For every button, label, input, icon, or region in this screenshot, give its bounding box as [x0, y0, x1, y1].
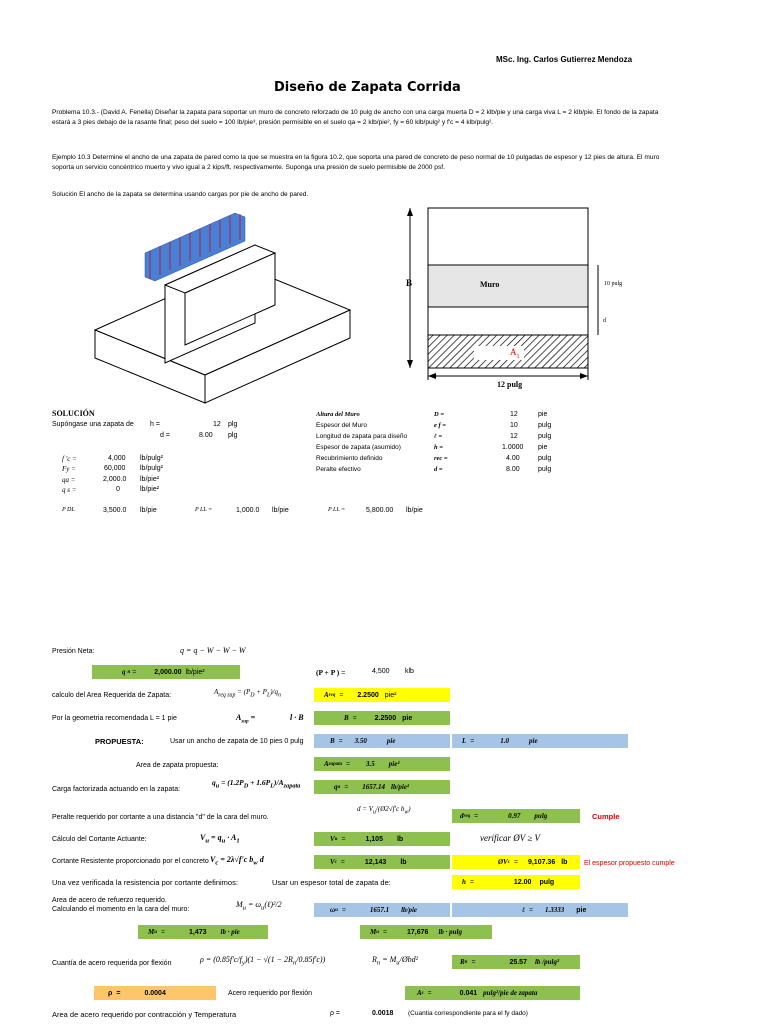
peralte-label: Peralte requerido por cortante a una distancia "d" de la cara del muro.: [52, 814, 269, 821]
fc-value: 4,000: [108, 455, 126, 462]
param-sym: e f =: [434, 422, 447, 429]
qs-value: 0: [116, 486, 120, 493]
l-box: ℓ = 1.3333 pie: [452, 903, 628, 917]
propuesta-text: Usar un ancho de zapata de 10 pies 0 pulg: [170, 738, 304, 745]
cumple-label: Cumple: [592, 812, 620, 821]
dreq-unit: pulg: [534, 812, 548, 820]
solucion-heading: SOLUCIÓN: [52, 409, 95, 418]
rho-formula: $\rho = (0.85f'c/f_y)(1 - √(1 - 2R_n/0.85f'c))$: [200, 955, 326, 967]
B-value: 2.2500: [374, 714, 397, 722]
param-value: 8.00: [506, 466, 520, 473]
Bp-box: B = 3.50 pie: [314, 734, 450, 748]
pdl-unit: lb/pie: [140, 507, 157, 514]
cortante-label: Cálculo del Cortante Actuante:: [52, 836, 147, 843]
qn-value: 2,000.00: [154, 668, 182, 676]
vc-formula: $V_c = 2\lambda√f'c$ $b_w$ d: [210, 855, 264, 867]
pd-pl-label: (P + P ) =: [316, 668, 346, 677]
fc-symbol: f 'c =: [62, 455, 77, 463]
l-value: 1.3333: [545, 906, 565, 914]
param-unit: pulg: [538, 422, 552, 429]
param-label: Longitud de zapata para diseño: [316, 433, 408, 440]
param-unit: pie: [538, 444, 548, 451]
Mu2-value: 17,676: [407, 928, 429, 936]
dreq-formula: $d = V_u/(Ø2√f'c$ $b_w$): [357, 805, 411, 816]
Mu2-unit: lb · pulg: [438, 928, 462, 936]
areq-value: 2.2500: [357, 691, 379, 699]
propuesta-label: PROPUESTA:: [95, 737, 144, 746]
param-label: Peralte efectivo: [316, 466, 361, 473]
param-value: 1.0000: [502, 444, 524, 451]
phiVc-value: 9,107.36: [527, 858, 556, 866]
param-unit: pulg: [538, 466, 552, 473]
qu-box: q u = 1657.14 lb/pie²: [314, 780, 450, 794]
pd-pl-unit: klb: [405, 668, 414, 675]
qs-unit: lb/pie²: [140, 486, 160, 493]
vu-formula: $V_u = q_u \cdot A_1$: [200, 833, 240, 845]
presion-neta-label: Presión Neta:: [52, 648, 95, 655]
qu-formula: $q_u = (1.2P_D + 1.6P_L)/A_{zapata}$: [212, 778, 301, 790]
Vu-box: V u = 1,105 lb: [314, 832, 450, 846]
muro-label: Muro: [480, 280, 500, 289]
Vu-unit: lb: [396, 835, 404, 843]
dreq-box: d req = 0.97 pulg: [452, 809, 580, 823]
d-unit: plg: [228, 432, 238, 439]
fc-unit: lb/pulg²: [140, 455, 163, 462]
footing-3d-figure: [90, 205, 360, 405]
example-statement: Ejemplo 10.3 Determine el ancho de una zapata de pared como la que se muestra en la figura 10.2, que soporta una pared de concreto de peso normal de 10 pulgadas de espesor y 12 pies de altura. El muro soporta un servicio concéntrico muerto y vivo igual a 2 kips/ft, respectivamente. Suponga una presión de suelo permisible de 2000 psf.: [52, 154, 660, 171]
pdl-symbol: P DL: [62, 507, 75, 513]
Mu1-value: 1,473: [189, 928, 207, 936]
espesor-cumple-label: El espesor propuesto cumple: [584, 860, 675, 867]
phiVc-unit: lb: [561, 858, 568, 866]
Ap-unit: pie²: [388, 760, 400, 768]
pd-pl-value: 4,500: [372, 668, 390, 675]
areq-formula: $A_{req zap} = (P_D + P_L)/q_n$: [214, 688, 281, 699]
Mu2-box: M u = 17,676 lb · pulg: [360, 925, 492, 939]
qa-symbol: qa =: [62, 476, 76, 484]
dim-10pulg-label: 10 pulg: [604, 281, 623, 287]
dreq-value: 0.97: [508, 812, 521, 820]
rn-formula: $R_n$ = $M_u$/Øbd²: [372, 955, 419, 967]
h-total-value: 12.00: [513, 878, 532, 886]
Lp-box: L = 1.0 pie: [452, 734, 628, 748]
Vc-unit: lb: [400, 858, 407, 866]
d-label: d =: [160, 432, 170, 439]
resist-label: Cortante Resistente proporcionado por el concreto: [52, 858, 209, 865]
Bp-value: 3.50: [354, 737, 367, 745]
h-label: h =: [150, 421, 160, 428]
param-sym: h =: [434, 444, 443, 451]
suponga-text: Supóngase una zapata de: [52, 421, 134, 428]
Vc-box: V c = 12,143 lb: [314, 855, 450, 869]
param-value: 12: [510, 411, 518, 418]
pt-unit: lb/pie: [406, 507, 423, 514]
carga-label: Carga factorizada actuando en la zapata:: [52, 786, 181, 793]
area-req-label: calculo del Area Requerida de Zapata:: [52, 692, 172, 699]
qn-unit: lb/pie²: [185, 668, 205, 676]
cuantia-label: Cuantía de acero requerida por flexión: [52, 960, 172, 967]
lb-symbol: l · B: [290, 713, 304, 722]
qs-symbol: q s =: [62, 486, 77, 494]
Rn-value: 25.57: [509, 958, 527, 966]
As-box: A s = 0.041 pulg²/pie de zapata: [405, 986, 580, 1000]
B-unit: pie: [402, 714, 413, 722]
param-label: Espesor de zapata (asumido): [316, 444, 401, 451]
asup-symbol: $A_{sup}$ =: [236, 713, 256, 725]
verif-label: Una vez verificada la resistencia por cortante definimos:: [52, 878, 238, 887]
h-value: 12: [213, 421, 221, 428]
rho-value: 0.0004: [144, 989, 166, 997]
param-unit: pulg: [538, 455, 552, 462]
Lp-value: 1.0: [500, 737, 510, 745]
area-a1-label: $A_1$: [510, 347, 520, 360]
rho-t-note: (Cuantia correspondiente para el fy dado): [408, 1010, 528, 1017]
qu-value: 1657.14: [362, 783, 386, 791]
h-box: h = 12.00 pulg: [452, 875, 580, 889]
param-sym: D =: [434, 411, 445, 418]
fy-symbol: Fy =: [62, 465, 76, 473]
rho-t-label: ρ =: [330, 1010, 341, 1017]
Rn-unit: lb /pulg²: [534, 958, 560, 966]
page-title: Diseño de Zapata Corrida: [274, 80, 461, 95]
Rn-box: R n = 25.57 lb /pulg²: [452, 955, 580, 969]
param-unit: pulg: [538, 433, 552, 440]
param-label: Recubrimiento definido: [316, 455, 383, 462]
Bp-unit: pie: [386, 737, 396, 745]
pt-symbol: P LL =: [328, 507, 346, 513]
l-unit: pie: [576, 906, 587, 914]
pll-unit: lb/pie: [272, 507, 289, 514]
param-unit: pie: [538, 411, 548, 418]
section-diagram: [398, 200, 638, 400]
mu-formula: $M_u$ = $\omega_u(\ell)^2/2$: [236, 900, 282, 912]
temp-label: Area de acero requerido por contracción y Temperatura: [52, 1010, 237, 1019]
qu-unit: lb/pie²: [391, 783, 410, 791]
h-unit: plg: [228, 421, 238, 428]
param-sym: rec =: [434, 455, 448, 462]
param-sym: ℓ =: [434, 433, 443, 440]
Ap-box: A zapata = 3.5 pie²: [314, 757, 450, 771]
problem-statement: Problema 10.3.- (David A. Fenella) Diseñar la zapata para soportar un muro de concreto reforzado de 10 pulg de ancho con una carga muerta D = 2 klb/pie y una carga viva L = 2 klb/pie. El fondo de la zapata estará a 3 pies debajo de la rasante final; peso del suelo = 100 lb/pie³, presión permisible en el suelo qa = 2 klb/pie², fy = 60 klb/pulg² y f'c = 4 klb/pulg².: [52, 109, 659, 126]
d-value: 8.00: [199, 432, 213, 439]
qa-unit: lb/pie²: [140, 476, 160, 483]
areq-unit: pie²: [384, 691, 397, 699]
verificar-text: verificar ØV ≥ V: [480, 833, 541, 843]
param-value: 10: [510, 422, 518, 429]
solution-intro: Solución El ancho de la zapata se determina usando cargas por pie de ancho de pared.: [52, 191, 309, 198]
As-unit: pulg²/pie de zapata: [483, 989, 538, 997]
geometry-label: Por la geometria recomendada L = 1 pie: [52, 715, 177, 722]
pll-symbol: P LL =: [195, 507, 213, 513]
Mu1-box: M u = 1,473 lb · pie: [138, 925, 268, 939]
As-value: 0.041: [459, 989, 478, 997]
wu-box: ω u = 1657.1 lb/pie: [314, 903, 450, 917]
wu-unit: lb/pie: [401, 906, 418, 914]
param-value: 12: [510, 433, 518, 440]
param-label: Altura del Muro: [316, 411, 360, 418]
Vu-value: 1,105: [365, 835, 383, 843]
areq-box: A req = 2.2500 pie²: [314, 688, 450, 702]
Mu1-unit: lb · pie: [220, 928, 240, 936]
acero-flex-label: Acero requerido por flexión: [228, 990, 313, 997]
B-box: B = 2.2500 pie: [314, 711, 450, 725]
author-name: MSc. Ing. Carlos Gutierrez Mendoza: [496, 55, 633, 64]
Vc-value: 12,143: [364, 858, 387, 866]
param-value: 4.00: [506, 455, 520, 462]
pll-value: 1,000.0: [236, 507, 260, 514]
acero-label-2: Calculando el momento en la cara del muro:: [52, 906, 190, 913]
Ap-value: 3.5: [366, 760, 375, 768]
param-label: Espesor del Muro: [316, 422, 367, 429]
presion-formula: q = q − W − W − W: [180, 646, 246, 655]
param-sym: d =: [434, 466, 443, 473]
pdl-value: 3,500.0: [103, 507, 127, 514]
qn-box: q n = 2,000.00 lb/pie²: [92, 665, 240, 679]
qa-value: 2,000.0: [103, 476, 127, 483]
rho-box: ρ = 0.0004: [94, 986, 216, 1000]
rho-t-value: 0.0018: [372, 1010, 394, 1017]
dim-B-label: B: [406, 278, 413, 288]
phiVc-box: ØV c = 9,107.36 lb: [452, 855, 580, 869]
pt-value: 5,800.00: [366, 507, 394, 514]
area-prop-label: Area de zapata propuesta:: [136, 762, 219, 769]
dim-12pulg-label: 12 pulg: [497, 380, 523, 389]
wu-value: 1657.1: [369, 906, 390, 914]
h-total-unit: pulg: [539, 878, 555, 886]
dim-d-label: d: [603, 318, 606, 324]
acero-label-1: Area de acero de refuerzo requerido.: [52, 897, 167, 904]
fy-unit: lb/pulg²: [140, 465, 163, 472]
Lp-unit: pie: [529, 737, 538, 745]
usar-label: Usar un espesor total de zapata de:: [272, 878, 391, 887]
fy-value: 60,000: [104, 465, 126, 472]
